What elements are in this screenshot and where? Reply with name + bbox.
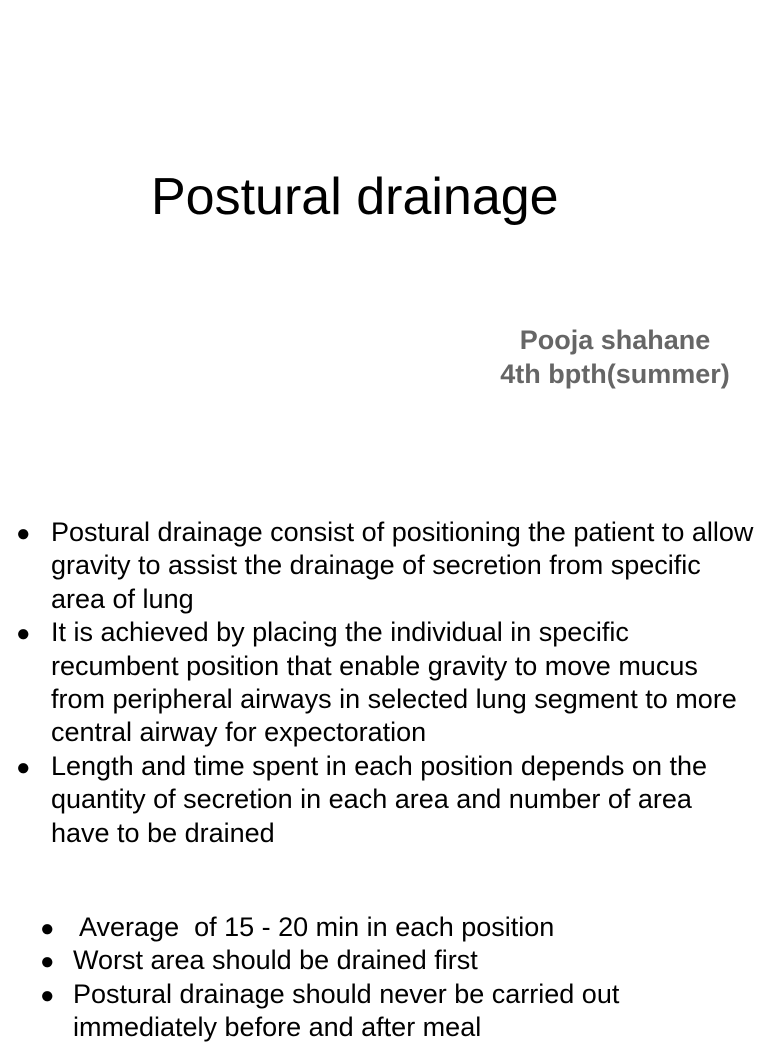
bullet-icon: ● [40,981,55,1009]
list-item [14,516,754,616]
author-class: 4th bpth(summer) [500,359,730,389]
list-item-text: Length and time spent in each position depends on the quantity of secretion in each area and number of area have to be drained [51,750,707,848]
bullet-icon: ● [16,620,31,648]
list-item [38,944,758,977]
slide-title: Postural drainage [151,168,559,226]
bullet-icon: ● [40,915,55,942]
bullet-icon: ● [16,753,31,781]
list-item-text: It is achieved by placing the individual in specific recumbent position that enable gravity to move mucus from peripheral airways in selected lung segment to more central airway for expectoration [51,617,737,748]
list-item-text: Postural drainage should never be carried out immediately before and after meal [73,978,620,1043]
list-item [14,750,754,850]
list-item-text: Worst area should be drained first [73,945,478,976]
author-name: Pooja shahane [519,325,711,355]
list-item-text: Postural drainage consist of positioning the patient to allow gravity to assist the drainage of secretion from specific area of lung [51,517,754,614]
list-item [14,616,754,750]
secondary-bullet-list [38,911,758,1045]
list-item [38,978,758,1045]
main-bullet-list [14,516,754,850]
list-item-text: Average of 15 - 20 min in each position [73,912,555,942]
author-block [470,323,760,391]
bullet-icon: ● [40,948,55,976]
list-item [38,911,758,944]
bullet-icon: ● [16,520,31,547]
